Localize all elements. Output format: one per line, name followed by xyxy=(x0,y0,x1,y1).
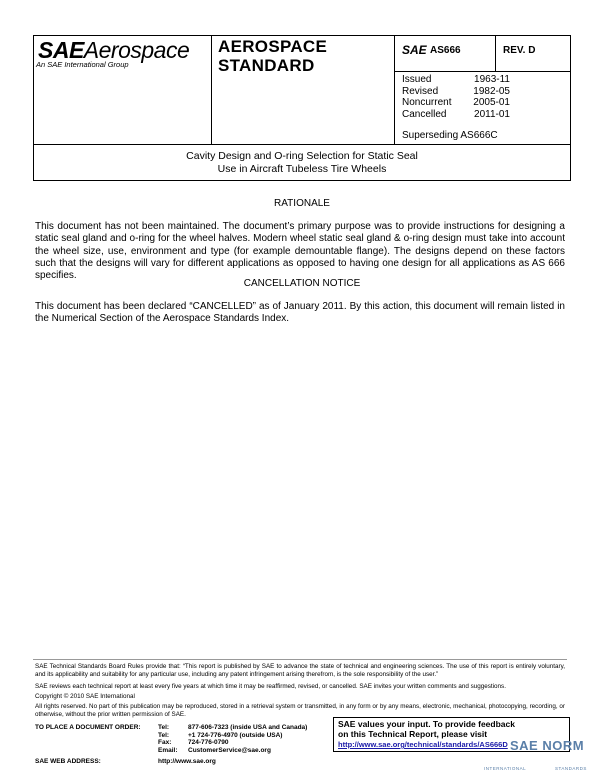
rationale-heading: RATIONALE xyxy=(274,198,330,209)
date-list xyxy=(402,74,510,120)
date-row: Cancelled 2011-01 xyxy=(402,108,510,120)
date-row: Issued 1963-11 xyxy=(402,74,510,85)
footer-divider xyxy=(33,659,567,660)
feedback-text: SAE values your input. To provide feedback on this Technical Report, please visit xyxy=(338,719,515,739)
header-divider xyxy=(394,71,571,72)
document-number: AS666 xyxy=(430,45,461,56)
web-label: SAE WEB ADDRESS: xyxy=(35,758,101,765)
superseding-label: Superseding AS666C xyxy=(402,130,498,141)
rights-text: All rights reserved. No part of this publication may be reproduced, stored in a retrieval system or transmitted, in any form or by any means, electronic, mechanical, photocopying, recording, or otherwise, without the prior written permission of SAE. xyxy=(35,703,565,718)
contact-values: 877-606-7323 (inside USA and Canada) +1 724-776-4970 (outside USA) 724-776-0790 CustomerService@sae.org xyxy=(188,724,308,754)
copyright-text: Copyright © 2010 SAE International xyxy=(35,693,135,700)
watermark-sub: INTERNATIONAL xyxy=(484,766,527,771)
cancellation-heading: CANCELLATION NOTICE xyxy=(243,278,361,289)
date-row: Noncurrent 2005-01 xyxy=(402,97,510,108)
order-label: TO PLACE A DOCUMENT ORDER: xyxy=(35,724,141,731)
contact-keys: Tel: Tel: Fax: Email: xyxy=(158,724,178,754)
rationale-text: This document has not been maintained. The document’s primary purpose was to provide instructions for designing a static seal gland and o-ring for the wheel halves. Modern wheel static seal gland & o-ring design must take into account the wheel size, use, environment and type (for example demountable flange). The designs depend on these factors such that the designs will vary for different applications as opposed to having one design for all applications as AS 666 specifies. xyxy=(35,221,565,282)
date-row: Revised 1982-05 xyxy=(402,85,510,97)
revision-label: REV. D xyxy=(503,45,536,56)
sae-aerospace-logo: SAEAerospace xyxy=(38,37,190,63)
email-link[interactable]: CustomerService@sae.org xyxy=(188,746,271,754)
header-divider xyxy=(211,35,212,145)
document-title: Cavity Design and O-ring Selection for Static Seal Use in Aircraft Tubeless Tire Wheels xyxy=(186,150,418,175)
cancellation-text: This document has been declared “CANCELLED” as of January 2011. By this action, this document will remain listed in the Numerical Section of the Aerospace Standards Index. xyxy=(35,301,565,325)
review-text: SAE reviews each technical report at least every five years at which time it may be reaffirmed, revised, or cancelled. SAE invites your written comments and suggestions. xyxy=(35,683,506,690)
policy-text: SAE Technical Standards Board Rules provide that: “This report is published by SAE to advance the state of technical and engineering sciences. The use of this report is entirely voluntary, and its applicability and suitability for any particular use, including any patent infringement arising therefrom, is the sole responsibility of the user.” xyxy=(35,663,565,678)
standard-type: AEROSPACE STANDARD xyxy=(218,37,328,75)
header-divider xyxy=(394,35,395,145)
logo-subtitle: An SAE International Group xyxy=(36,60,129,69)
web-address-link[interactable]: http://www.sae.org xyxy=(158,758,216,765)
header-divider xyxy=(495,35,496,71)
watermark-sub: STANDARDS xyxy=(555,766,587,771)
watermark: SAE NORM xyxy=(510,738,585,753)
sae-mini-logo: SAE xyxy=(402,43,427,57)
feedback-link[interactable]: http://www.sae.org/technical/standards/AS666D xyxy=(338,740,508,749)
